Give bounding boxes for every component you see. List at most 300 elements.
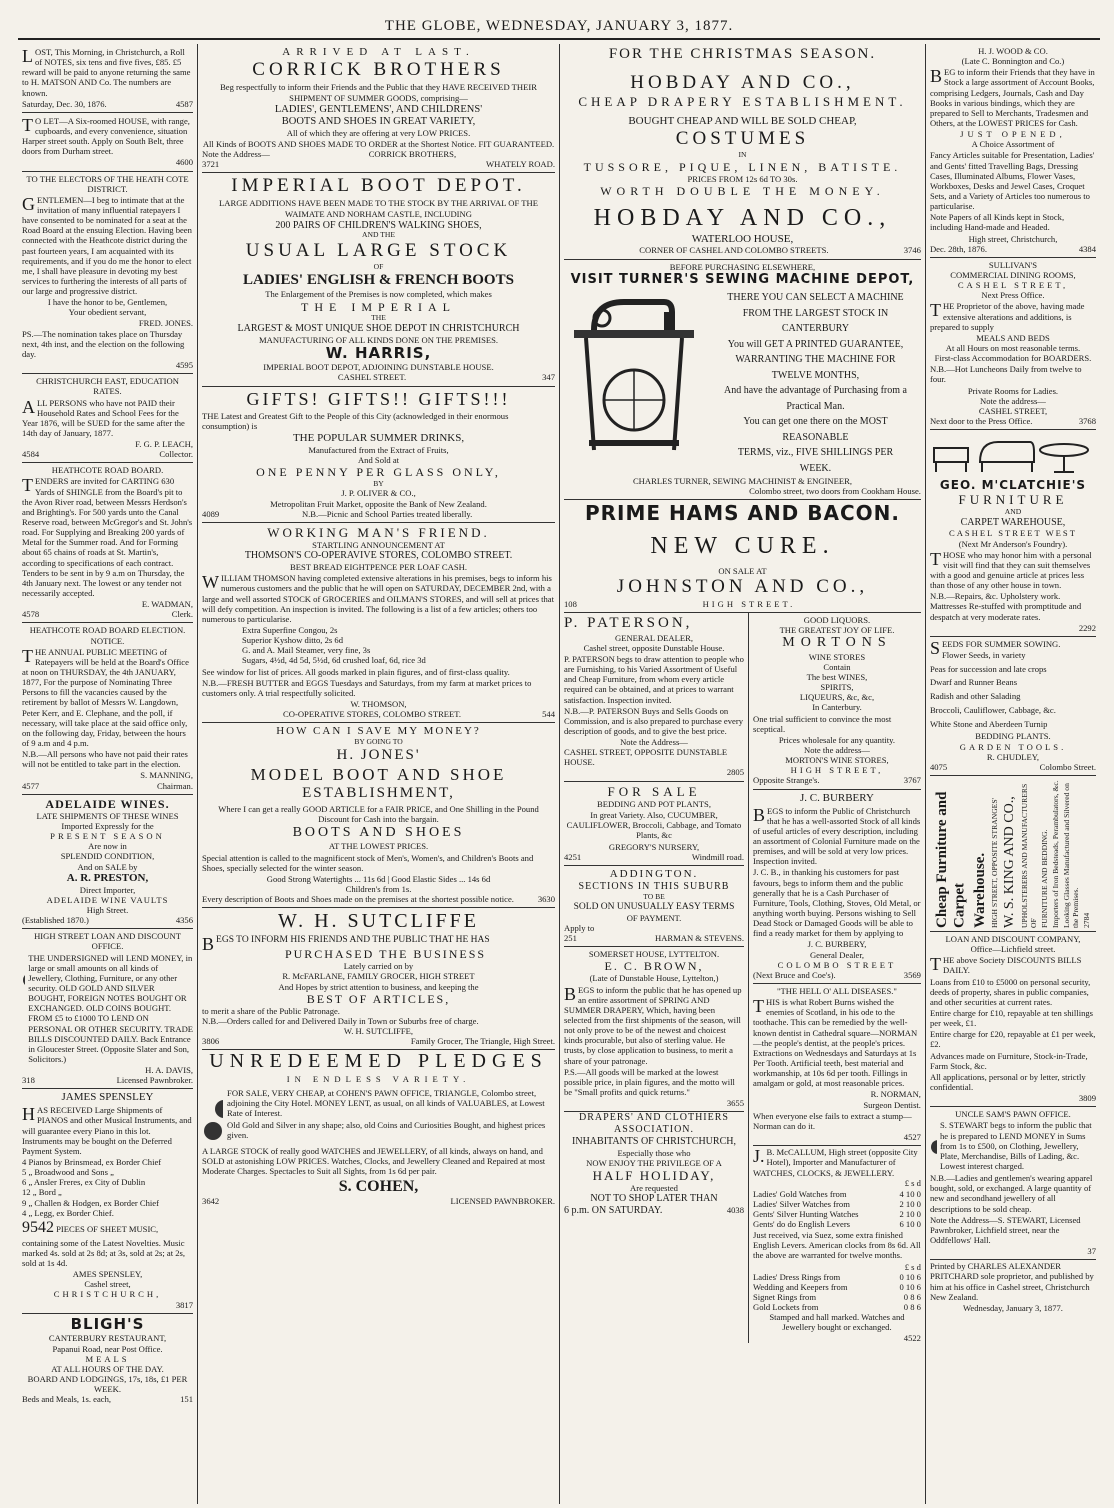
ad-body: SECTIONS IN THIS SUBURB bbox=[578, 880, 730, 892]
ad-street: CASHEL STREET. bbox=[337, 372, 407, 383]
price-label: Signet Rings from bbox=[753, 1292, 817, 1303]
ad-body: THE Proprietor of the above, having made extensive alterations and additions, is prepared to supply bbox=[929, 300, 1085, 332]
ad-number: 2292 bbox=[1078, 622, 1096, 633]
ad-body: THE UNDERSIGNED will LEND MONEY, in large or small amounts on all kinds of Jewellery, Clothing, Furniture, or any other security. OLD GOLD AND SILVER BOUGHT, FOREIGN NOTES BOUGHT OR EXCHANGED. OLD COINS BOUGHT. FROM £5 to £1000 TO LEND ON PERSONAL OR OTHER SECURITY. TRADE BILLS DISCOUNTED DAILY. Back Entrance in Gloucester Street. (Opposite Slater and Son, Solicitors.) bbox=[28, 952, 194, 1064]
ad-imperial-boot bbox=[202, 173, 555, 387]
ad-lost-notes bbox=[22, 44, 193, 113]
ad-line: THOMSON'S CO-OPERAVIVE STORES, COLOMBO STREET. bbox=[244, 550, 513, 562]
ad-line: And on SALE by bbox=[77, 861, 138, 872]
piano-list bbox=[22, 1157, 193, 1218]
ad-body bbox=[710, 290, 921, 476]
price-label: Ladies' Dress Rings from bbox=[753, 1271, 841, 1282]
price-value: 0 8 6 bbox=[903, 1302, 921, 1313]
pawnbroker-balls-icon bbox=[22, 952, 25, 992]
ad-line: HIGH STREET, OPPOSITE STRANGES' bbox=[990, 798, 1000, 929]
ad-line: HALF HOLIDAY, bbox=[592, 1167, 716, 1183]
ad-address: WHATELY ROAD. bbox=[486, 158, 555, 169]
ad-date: Dec. 28th, 1876. bbox=[929, 243, 987, 254]
price-label: Ladies' Gold Watches from bbox=[753, 1188, 847, 1199]
ad-line: CASHEL STREET WEST bbox=[948, 528, 1077, 539]
ad-sign-2: Your obedient servant, bbox=[68, 307, 147, 318]
ad-line: LADIES' ENGLISH & FRENCH BOOTS bbox=[243, 271, 514, 288]
ad-title: GOOD LIQUORS. bbox=[803, 614, 871, 625]
ad-nb: N.B.—Orders called for and Delivered Daily in Town or Suburbs free of charge. bbox=[202, 1015, 479, 1026]
ad-body: PIECES OF SHEET MUSIC, containing some of the Latest Novelties. Music marked 4s. sold at 2s 8d; at 3s, sold at 2s; at 2s, sold at 1s 4d. bbox=[22, 1223, 186, 1269]
ad-address: Colombo Street. bbox=[1039, 761, 1096, 772]
piano-item: 6 „ Ansler Freres, ex City of Dublin bbox=[22, 1177, 146, 1188]
ad-line: (Next Mr Anderson's Foundry). bbox=[958, 538, 1068, 549]
ad-line: AND bbox=[1004, 506, 1022, 516]
ad-title: BLIGH'S bbox=[70, 1314, 145, 1333]
ad-body: Prices wholesale for any quantity. bbox=[778, 734, 896, 745]
ad-body: BEGS to inform the Public of Christchurch that he has a well-assorted Stock of all kinds of useful articles of every description, including an assortment of Colonial Furniture made on the premises, and will be sold at very low prices. Inspection invited. bbox=[753, 804, 921, 867]
ad-body: Where I can get a really GOOD ARTICLE for a FAIR PRICE, and One Shilling in the Pound Discount for Cash into the bargain. bbox=[218, 803, 539, 824]
ad-heathcote-election bbox=[22, 623, 193, 794]
ad-number: 3746 bbox=[903, 245, 921, 256]
price-row bbox=[753, 1272, 921, 1282]
ad-address: CASHEL STREET, bbox=[978, 405, 1048, 416]
ad-signatory: FRED. JONES. bbox=[138, 317, 194, 328]
ad-kicker: ARRIVED AT LAST. bbox=[282, 46, 475, 58]
ad-line: At all Hours on most reasonable terms. bbox=[945, 342, 1081, 353]
ad-number: 4577 bbox=[22, 780, 40, 791]
ad-note: Note the Address—S. STEWART, Licensed Pawnbroker, Lichfield street, near the Oddfellows' Hall. bbox=[929, 1214, 1081, 1245]
ad-address: Next door to the Press Office. bbox=[929, 415, 1033, 426]
ad-line: Importers of Iron Bedsteads, Perambulators, &c. bbox=[1050, 780, 1060, 929]
ad-number: 3817 bbox=[175, 1299, 194, 1310]
ad-signatory: GREGORY'S NURSERY, bbox=[608, 841, 700, 852]
ad-line: to merit a share of the Public Patronage. bbox=[202, 1005, 340, 1016]
ad-hobday bbox=[564, 44, 921, 260]
price-list bbox=[202, 625, 555, 666]
ad-title: "THE HELL O' ALL DISEASES." bbox=[777, 985, 897, 996]
ad-line: Contain bbox=[823, 661, 851, 672]
ad-signatory: F. G. P. LEACH, bbox=[135, 439, 194, 450]
ad-line: NEW CURE. bbox=[650, 532, 835, 559]
ad-mccallum bbox=[753, 1147, 921, 1343]
ad-line: PRESENT SEASON bbox=[50, 831, 165, 842]
ad-signatory: GEO. M'CLATCHIE'S bbox=[939, 478, 1087, 493]
ad-address: Opposite Strange's. bbox=[753, 775, 820, 786]
ad-morton-wines bbox=[753, 613, 921, 790]
price-head: £ s d bbox=[904, 1178, 921, 1189]
ad-line: A Choice Assortment of bbox=[971, 139, 1055, 150]
ad-line: The best WINES, bbox=[806, 672, 868, 683]
ad-number: 3655 bbox=[726, 1098, 744, 1109]
ad-line: And have the advantage of Purchasing from a bbox=[723, 385, 907, 397]
ad-title: VISIT TURNER'S SEWING MACHINE DEPOT, bbox=[570, 271, 915, 287]
ad-line: BOARD AND LODGINGS, 17s, 18s, £1 PER WEEK. bbox=[27, 1373, 188, 1395]
pawnbroker-balls-icon bbox=[930, 1119, 937, 1159]
ad-body: ALL PERSONS who have not PAID their Household Rates and School Fees for the Year 1876, will be SUED for the same after the 14th day of January, 1877. bbox=[22, 396, 185, 438]
ad-title: FOR SALE bbox=[607, 783, 701, 799]
ad-address: Cashel street, opposite Dunstable House. bbox=[583, 642, 725, 653]
ad-line: THE IMPERIAL bbox=[301, 299, 456, 314]
ad-line: BEST BREAD EIGHTPENCE PER LOAF CASH. bbox=[290, 562, 467, 573]
ad-number: 4578 bbox=[22, 609, 40, 620]
ad-line: Lately carried on by bbox=[343, 961, 414, 972]
ad-bligh bbox=[22, 1314, 193, 1405]
ad-number: 37 bbox=[1087, 1246, 1096, 1257]
ad-line: COSTUMES bbox=[675, 128, 810, 150]
seed-item: White Stone and Aberdeen Turnip bbox=[929, 718, 1048, 729]
ad-note: Note the address— bbox=[980, 395, 1046, 406]
ad-body: FOR SALE, VERY CHEAP, at COHEN'S PAWN OFFICE, TRIANGLE, Colombo street, adjoining the City Hotel. MONEY LENT, as usual, on all kinds of VALUABLES, at Lowest Rate of Interest. bbox=[227, 1088, 545, 1119]
ad-subtitle: CANTERBURY RESTAURANT, bbox=[48, 1333, 167, 1344]
column-1 bbox=[18, 44, 197, 1504]
imprint bbox=[930, 1261, 1096, 1313]
ad-line: You can get one there on the MOST REASONABLE bbox=[743, 416, 888, 443]
ad-burbery bbox=[753, 790, 921, 984]
ad-address: Family Grocer, The Triangle, High Street. bbox=[410, 1036, 555, 1047]
ad-body: Every description of Boots and Shoes made on the premises at the shortest possible notice. bbox=[202, 894, 514, 905]
ad-number: 3806 bbox=[202, 1036, 220, 1047]
ad-body: Note Papers of all Kinds kept in Stock, including Hand-made and Headed. bbox=[929, 212, 1065, 233]
ad-seeds bbox=[930, 637, 1096, 776]
ad-title: ADELAIDE WINES. bbox=[45, 796, 170, 811]
ad-line: (Established 1870.) bbox=[22, 915, 89, 926]
ad-title: SULLIVAN'S bbox=[988, 259, 1038, 270]
price-row bbox=[753, 1282, 921, 1292]
column-3 bbox=[559, 44, 925, 1504]
price-label: Gents' Silver Hunting Watches bbox=[753, 1208, 859, 1219]
ad-address: CASHEL STREET, OPPOSITE DUNSTABLE HOUSE. bbox=[564, 747, 728, 768]
ad-signatory: W. H. SUTCLIFFE, bbox=[343, 1026, 414, 1037]
ad-notice: NOTICE. bbox=[90, 635, 125, 646]
ad-title: Warehouse. bbox=[971, 852, 988, 929]
ad-line: TWELVE MONTHS, bbox=[771, 369, 860, 381]
ad-number: 108 bbox=[564, 598, 577, 609]
ad-line: CARPET WAREHOUSE, bbox=[960, 516, 1066, 528]
ad-body: Stamped and hall marked. Watches and Jewellery bought or exchanged. bbox=[769, 1312, 905, 1333]
ad-address: HIGH STREET, bbox=[790, 765, 884, 776]
ad-line: THE bbox=[371, 312, 386, 322]
ad-number: 4600 bbox=[175, 157, 194, 168]
ad-number: 4527 bbox=[903, 1131, 921, 1142]
ad-line: PRICES FROM 12s 6d TO 30s. bbox=[687, 173, 798, 184]
price-row bbox=[753, 1209, 921, 1219]
ad-signatory: J. P. OLIVER & CO., bbox=[341, 488, 416, 499]
ad-number: 544 bbox=[542, 709, 555, 720]
price-value: 0 8 6 bbox=[903, 1292, 921, 1303]
ad-line: Especially those who bbox=[617, 1147, 691, 1158]
ad-body: LARGE ADDITIONS HAVE BEEN MADE TO THE STOCK BY THE ARRIVAL OF THE WAIMATE AND NORHAM CASTLE, INCLUDING bbox=[219, 198, 538, 219]
ad-turner-sewing bbox=[564, 260, 921, 501]
sewing-machine-illustration bbox=[564, 290, 704, 460]
ad-king-furniture bbox=[930, 776, 1096, 932]
ad-body: THE ANNUAL PUBLIC MEETING of Ratepayers will be held at the Board's Office at noon on THURSDAY, the 4th JANUARY, 1877, For the purpose of Nominating Three Persons to fill the vacancies caused by the retirement by ballot of Messrs W. Langdown, Peter Kerr, and E. Clephane, and the poll, if necessary, will take place at the said office only, on the following day, Friday, between the hours of 9 a.m and 4 p.m. bbox=[22, 645, 189, 748]
ad-line: SPLENDID CONDITION, bbox=[60, 851, 155, 862]
price-value: 2 10 0 bbox=[899, 1208, 921, 1219]
ad-body: Beg respectfully to inform their Friends and the Public that they HAVE RECEIVED THEIR SHIPMENT OF SUMMER GOODS, comprising— bbox=[220, 82, 537, 103]
ad-title: H. J. WOOD & CO. bbox=[978, 46, 1048, 56]
ad-number: 4038 bbox=[726, 1205, 744, 1216]
ad-number: 347 bbox=[542, 372, 555, 383]
ad-subtitle: THE GREATEST JOY OF LIFE. bbox=[779, 625, 895, 636]
ad-body: One trial sufficient to convince the most sceptical. bbox=[753, 713, 892, 734]
ad-signatory: CHARLES TURNER, SEWING MACHINIST & ENGINEER, bbox=[632, 476, 852, 487]
ad-body: INHABITANTS OF CHRISTCHURCH, bbox=[572, 1135, 736, 1147]
ad-title: SOMERSET HOUSE, LYTTELTON. bbox=[588, 949, 720, 960]
price-value: 2 10 0 bbox=[899, 1198, 921, 1209]
ad-title: PRIME HAMS AND BACON. bbox=[584, 501, 900, 526]
ad-prime-hams bbox=[564, 500, 921, 613]
ad-nb: N.B.—P. PATERSON Buys and Sells Goods on Commission, and is also prepared to purchase every description of goods, and to give the best price. bbox=[564, 705, 743, 736]
ad-number: 4584 bbox=[22, 449, 40, 460]
ad-title: DRAPERS' AND CLOTHIERS ASSOCIATION. bbox=[579, 1112, 729, 1136]
ad-line: R. McFARLANE, FAMILY GROCER, HIGH STREET bbox=[282, 971, 475, 982]
ad-line: LIQUEURS, &c, &c, bbox=[799, 692, 875, 703]
price-label: Wedding and Keepers from bbox=[753, 1281, 848, 1292]
price-row bbox=[753, 1219, 921, 1229]
ad-apply: Apply to bbox=[564, 922, 595, 933]
ad-line: In Canterbury. bbox=[812, 702, 862, 713]
ad-norman-dentist bbox=[753, 984, 921, 1146]
ad-signatory: J. C. BURBERY bbox=[799, 791, 874, 804]
ad-line: ESTABLISHMENT, bbox=[302, 784, 455, 801]
ad-paterson bbox=[564, 613, 744, 782]
ad-body: Loans from £10 to £5000 on personal security, deeds of property, shares in public companies, and other securities at current rates. bbox=[929, 976, 1091, 1007]
ad-nb: N.B.—Picnic and School Parties treated liberally. bbox=[301, 508, 473, 519]
ad-body: Entire charge for £20, repayable at £1 per week, £2. bbox=[929, 1029, 1096, 1050]
ad-line: WEEK. bbox=[799, 462, 832, 474]
price-list bbox=[753, 1189, 921, 1230]
seed-item: Flower Seeds, in variety bbox=[941, 649, 1026, 660]
ad-pledges bbox=[202, 1050, 555, 1206]
ad-signatory: J. C. BURBERY, bbox=[807, 939, 867, 950]
piano-item: 12 „ Bord „ bbox=[22, 1187, 62, 1198]
ad-drapers bbox=[564, 1112, 744, 1217]
ad-for-sale-plants bbox=[564, 782, 744, 866]
ad-line: Manufactured from the Extract of Fruits, bbox=[308, 445, 449, 456]
ad-brown bbox=[564, 947, 744, 1112]
ad-line: OF PAYMENT. bbox=[626, 912, 682, 923]
ad-body: See window for list of prices. All goods marked in plain figures, and of first-class quality. bbox=[202, 666, 510, 677]
ad-line: BY GOING TO bbox=[354, 737, 403, 747]
ad-line: Children's from 1s. bbox=[345, 883, 412, 894]
pawnbroker-balls-icon bbox=[202, 1087, 223, 1145]
ad-line: WARRANTING THE MACHINE FOR bbox=[735, 354, 896, 366]
ad-line: ADELAIDE WINE VAULTS bbox=[46, 894, 169, 905]
ad-number: 3768 bbox=[1078, 415, 1096, 426]
ad-line: NOT TO SHOP LATER THAN bbox=[590, 1193, 718, 1205]
ad-number: 4595 bbox=[175, 360, 194, 371]
ad-line: AT THE LOWEST PRICES. bbox=[328, 841, 429, 852]
price-value: 0 10 6 bbox=[899, 1271, 921, 1282]
ad-title: CHRISTCHURCH EAST, EDUCATION RATES. bbox=[36, 376, 179, 397]
ad-body: When everyone else fails to extract a stump—Norman can do it. bbox=[753, 1110, 912, 1131]
ad-number: 4251 bbox=[564, 851, 582, 862]
ad-loan-office bbox=[22, 929, 193, 1089]
seed-item: Peas for succession and late crops bbox=[929, 663, 1047, 674]
ad-line: FURNITURE AND BEDDING. bbox=[1039, 829, 1049, 929]
ad-line: BY bbox=[373, 478, 384, 488]
ad-line: Are requested bbox=[630, 1183, 678, 1194]
ad-line: SOLD ON UNUSUALLY EASY TERMS bbox=[573, 901, 735, 912]
ad-line: THE POPULAR SUMMER DRINKS, bbox=[292, 432, 465, 445]
ad-body: In great Variety. Also, CUCUMBER, CAULIFLOWER, Broccoli, Cabbage, and Tomato Plants, &c bbox=[566, 810, 742, 841]
ad-postscript: PS.—The nomination takes place on Thursday next, 4th inst, and the election on the following day. bbox=[22, 328, 185, 359]
ad-line: WINE STORES bbox=[808, 651, 866, 662]
ad-address: Metropolitan Fruit Market, opposite the Bank of New Zealand. bbox=[270, 498, 487, 509]
ad-line: UPHOLSTERERS AND MANUFACTURERS OF bbox=[1019, 783, 1038, 929]
ad-line: Next Press Office. bbox=[981, 290, 1045, 301]
ad-line: LATE SHIPMENTS OF THESE WINES bbox=[36, 810, 179, 821]
ad-signatory: E. WADMAN, bbox=[141, 599, 194, 610]
ad-title: JAMES SPENSLEY bbox=[61, 1091, 154, 1104]
ad-line: MEALS bbox=[85, 1353, 130, 1364]
ad-line: And Hopes by strict attention to business, and keeping the bbox=[278, 981, 479, 992]
imprint-body: Printed by CHARLES ALEXANDER PRITCHARD sole proprietor, and published by him at his office in Cashel street, Christchurch New Zealand. bbox=[929, 1261, 1094, 1302]
ad-line: IN bbox=[738, 149, 747, 159]
ad-signatory: HOBDAY AND CO., bbox=[593, 205, 892, 232]
ad-line: PURCHASED THE BUSINESS bbox=[284, 947, 487, 962]
ad-address: MORTON'S WINE STORES, bbox=[785, 755, 889, 766]
ad-line: A. R. PRESTON, bbox=[66, 871, 149, 884]
ad-signatory: JOHNSTON AND CO., bbox=[616, 576, 869, 598]
ad-role: LICENSED PAWNBROKER. bbox=[450, 1196, 555, 1207]
furniture-illustration bbox=[930, 432, 1096, 476]
price-label: Ladies' Silver Watches from bbox=[753, 1198, 850, 1209]
ad-signatory: W. THOMSON, bbox=[350, 699, 407, 709]
ad-city: CHRISTCHURCH, bbox=[53, 1289, 162, 1300]
ad-number: 251 bbox=[564, 933, 577, 943]
ad-line: All Kinds of BOOTS AND SHOES MADE TO ORDER at the Shortest Notice. FIT GUARANTEED. bbox=[202, 138, 555, 149]
ad-role: Surgeon Dentist. bbox=[863, 1099, 921, 1110]
piano-item: 9 „ Challen & Hodgen, ex Border Chief bbox=[22, 1197, 159, 1208]
ad-body: TO LET—A Six-roomed HOUSE, with range, cupboards, and every convenience, situation Harper street south. Apply on South Belt, three doors from Durham street. bbox=[22, 114, 190, 157]
ad-body: A LARGE STOCK of really good WATCHES and JEWELLERY, of all kinds, always on hand, and SOLD at astonishing LOW PRICES. Watches, Clocks, and Jewellery Cleaned and Repaired at most Moderate Charges. Spectacles to Suit all Sights, from 1s 6d per pair. bbox=[202, 1146, 546, 1177]
ad-body: HAS RECEIVED Large Shipments of PIANOS and other Musical Instruments, and will guarantee every Piano in this lot. Instruments may be bought on the Deferred Payment System. bbox=[22, 1104, 192, 1156]
columns bbox=[18, 44, 1100, 1504]
seed-list bbox=[930, 649, 1096, 732]
price-value: 0 10 6 bbox=[899, 1281, 921, 1292]
ad-line: OF bbox=[373, 261, 384, 271]
ad-wood bbox=[930, 44, 1096, 258]
ad-line: CANTERBURY bbox=[781, 323, 850, 335]
column-2 bbox=[197, 44, 559, 1504]
ad-signatory: S. MANNING, bbox=[140, 770, 194, 781]
ad-body: J.B. McCALLUM, High street (opposite City Hotel), Importer and Manufacturer of bbox=[753, 1146, 918, 1168]
ad-body: Just received, via Suez, some extra finished English Levers. American clocks from 8s 6d. All the above are warranted for twelve months. bbox=[753, 1230, 921, 1261]
ad-address: Cashel street, bbox=[84, 1279, 131, 1290]
ad-signatory: H. A. DAVIS, bbox=[145, 1065, 194, 1076]
ad-role: Licensed Pawnbroker. bbox=[116, 1075, 194, 1086]
ad-line: Practical Man. bbox=[786, 400, 845, 412]
ad-address: HIGH STREET. bbox=[702, 598, 796, 609]
ad-body: BEGS to inform the public that he has opened up an entire assortment of SPRING AND SUMMER DRAPERY, Which, having been selected from the first shipments of the season, will not only prove to be of the newest and choicest kinds procurable, but also of sterling value. He trusts, by close application to business, to merit a share of your patronage. bbox=[564, 983, 742, 1066]
ad-body: S. STEWART begs to inform the public that he is prepared to LEND MONEY in Sums from 1s to £500, on Clothing, Jewellery, Plate, Merchandise, Bills of Lading, &c. Lowest interest charged. bbox=[939, 1120, 1092, 1171]
ad-mclatchie bbox=[930, 430, 1096, 637]
ad-body: Advances made on Furniture, Stock-in-Trade, Farm Stock, &c. bbox=[929, 1050, 1088, 1071]
ad-gifts bbox=[202, 387, 555, 523]
price-item: Extra Superfine Congou, 2s bbox=[242, 625, 338, 636]
ad-signatory: CORRICK BROTHERS, bbox=[368, 148, 457, 159]
ad-body: GENTLEMEN—I beg to intimate that at the invitation of many influential ratepayers I have consented to be nominated for a seat at the Road Board at the ensuing Election. Having been connected with the Heathcote district during the past fourteen years, I am acquainted with its requirements, and if you do me the honor to elect me, I shall have pleasure in devoting my best services to furthering the interests of all parts of our large and progressive district. bbox=[22, 193, 192, 297]
seed-item: Dwarf and Runner Beans bbox=[929, 677, 1018, 688]
ad-prices: Good Strong Watertights ... 11s 6d | Good Elastic Sides ... 14s 6d bbox=[266, 873, 491, 884]
ad-number: 3721 bbox=[202, 158, 220, 169]
ad-title: HOW CAN I SAVE MY MONEY? bbox=[276, 725, 481, 738]
ad-heathcote-tenders bbox=[22, 463, 193, 623]
price-item: Sugars, 4½d, 4d 5d, 5½d, 6d crushed loaf, 6d, rice 3d bbox=[242, 655, 426, 666]
ad-nb: N.B.—Repairs, &c. Upholstery work. Mattresses Re-stuffed with promptitude and despatch at very moderate rates. bbox=[929, 591, 1082, 622]
ad-body: WILLIAM THOMSON having completed extensive alterations in his premises, begs to inform his numerous customers and the public that he will open on SATURDAY, DECEMBER 2nd, with a large and well assorted STOCK of GROCERIES and OILMAN'S STORES, and will sell at prices that will defy competition. An inspection is invited. The following is a list of a few articles; others too numerous to particularise. bbox=[202, 572, 554, 624]
ad-education-rates bbox=[22, 374, 193, 463]
ad-signatory: R. CHUDLEY, bbox=[986, 751, 1040, 762]
ad-body: THE Latest and Greatest Gift to the People of this City (acknowledged in their enormous consumption) is bbox=[202, 410, 509, 431]
ad-body: Entire charge for £10, repayable at ten shillings per week, £1. bbox=[929, 1008, 1094, 1029]
ad-line: Private Rooms for Ladies. bbox=[967, 385, 1059, 396]
ad-nb: N.B.—Ladies and gentlemen's wearing apparel bought, sold, or exchanged. A large quantity of new and secondhand jewellery of all descriptions to be sold cheap. bbox=[929, 1173, 1093, 1214]
ad-title: HEATHCOTE ROAD BOARD ELECTION. bbox=[29, 625, 186, 636]
ad-role: Collector. bbox=[159, 449, 194, 460]
ad-address: COLOMBO STREET bbox=[777, 959, 897, 970]
ad-line: You will GET A PRINTED GUARANTEE, bbox=[727, 338, 904, 350]
ad-line: BEST OF ARTICLES, bbox=[306, 991, 451, 1006]
ad-body: THOSE who may honor him with a personal visit will find that they can suit themselves with a good and genuine article at prices less than those of any other house in town. bbox=[929, 548, 1092, 591]
ad-street: CASHEL STREET, bbox=[957, 280, 1069, 291]
ad-adelaide-wines bbox=[22, 795, 193, 930]
ad-address: Papanui Road, near Post Office. bbox=[52, 1343, 163, 1354]
ad-body: Fancy Articles suitable for Presentation, Ladies' and Gents' fitted Travelling Bags, Dressing Cases, Illuminated Albums, Flower Vases, Workboxes, Desks and Jewel Cases, Croquet Sets, and a Variety of Articles too numerous to particularise. bbox=[929, 150, 1095, 212]
ad-title: FOR THE CHRISTMAS SEASON. bbox=[608, 46, 877, 62]
ad-note: Note the address— bbox=[804, 745, 870, 756]
ad-title: HEATHCOTE ROAD BOARD. bbox=[51, 465, 164, 476]
ad-kicker: BEFORE PURCHASING ELSEWHERE, bbox=[669, 261, 816, 272]
seed-item: Broccoli, Cauliflower, Cabbage, &c. bbox=[929, 704, 1056, 715]
imprint-date: Wednesday, January 3, 1877. bbox=[963, 1302, 1063, 1313]
ad-line: THERE YOU CAN SELECT A MACHINE bbox=[727, 292, 904, 304]
ad-line: BOOTS AND SHOES IN GREAT VARIETY, bbox=[281, 116, 476, 128]
ad-working-mans-friend bbox=[202, 523, 555, 723]
ad-title: IMPERIAL BOOT DEPOT. bbox=[231, 174, 526, 196]
ad-title: SEEDS FOR SUMMER SOWING. bbox=[929, 637, 1061, 658]
ad-number: 151 bbox=[180, 1394, 194, 1405]
ad-jones-boots bbox=[202, 723, 555, 908]
ad-subtitle: BEDDING AND POT PLANTS, bbox=[597, 798, 711, 809]
ad-signatory: R. NORMAN, bbox=[870, 1089, 921, 1100]
ad-line: Imported Expressly for the bbox=[61, 821, 154, 831]
ad-note: Note the Address— bbox=[202, 148, 270, 159]
ad-subtitle: Office—Lichfield street. bbox=[970, 944, 1056, 955]
ad-address: High street, Christchurch, bbox=[968, 233, 1058, 244]
ad-number: 3569 bbox=[903, 969, 921, 980]
ad-line: Beds and Meals, 1s. each, bbox=[22, 1394, 112, 1405]
ad-title: ADDINGTON. bbox=[609, 867, 699, 880]
ad-sullivan bbox=[930, 258, 1096, 430]
ad-line: The Enlargement of the Premises is now completed, which makes bbox=[265, 289, 492, 300]
ad-line: BOUGHT CHEAP AND WILL BE SOLD CHEAP, bbox=[628, 115, 857, 128]
ad-address: CO-OPERATIVE STORES, COLOMBO STREET. bbox=[283, 709, 462, 720]
ad-title: HIGH STREET LOAN AND DISCOUNT OFFICE. bbox=[34, 931, 181, 952]
ad-number: 4075 bbox=[929, 761, 948, 772]
ad-body: THE above Society DISCOUNTS BILLS DAILY. bbox=[929, 954, 1082, 976]
ad-body: LOST, This Morning, in Christchurch, a Roll of NOTES, six tens and five fives, £85. £5 reward will be paid to anyone returning the same to H. MATSON AND Co. The numbers are known. bbox=[22, 46, 191, 98]
ad-title: GIFTS! GIFTS!! GIFTS!!! bbox=[246, 388, 511, 409]
ad-role: Chairman. bbox=[156, 780, 194, 791]
ad-line: Direct Importer, bbox=[79, 884, 136, 895]
ad-role: General Dealer, bbox=[809, 949, 864, 960]
price-item: G. and A. Mail Steamer, very fine, 3s bbox=[242, 645, 371, 656]
ad-number: 3642 bbox=[202, 1196, 220, 1207]
ad-title: LOAN AND DISCOUNT COMPANY, bbox=[945, 934, 1081, 945]
ad-address: CORNER OF CASHEL AND COLOMBO STREETS. bbox=[639, 245, 829, 256]
ad-number: 4587 bbox=[175, 98, 194, 109]
ad-number: 2784 bbox=[1081, 912, 1091, 929]
ad-signatory: W. HARRIS, bbox=[325, 343, 432, 362]
ad-line: STARTLING ANNOUNCEMENT AT bbox=[312, 540, 445, 551]
